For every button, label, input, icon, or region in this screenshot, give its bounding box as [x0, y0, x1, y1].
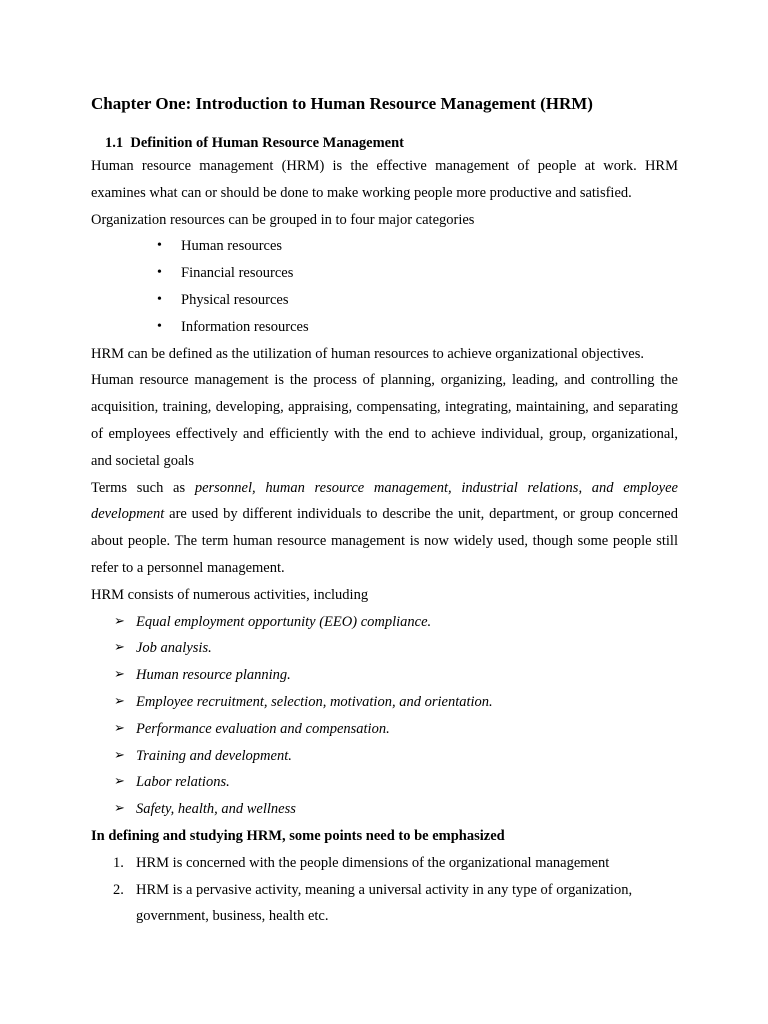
- definition-paragraph-2: Human resource management is the process of planning, organizing, leading, and controlling the acquisition, training, developing, appraising, compensating, integrating, maintaining, and separating of employees effectively and efficiently with the end to achieve individual, group, organizational, and societal goals: [91, 372, 678, 469]
- terms-italic: personnel, human resource management, industrial relations, and employee development: [91, 479, 678, 523]
- activities-lead: HRM consists of numerous activities, including: [91, 586, 369, 603]
- list-item: ➢ Labor relations.: [114, 769, 678, 796]
- list-item: 2. HRM is a pervasive activity, meaning a universal activity in any type of organization, government, business, health etc.: [113, 877, 678, 931]
- bullet-icon: •: [157, 291, 162, 307]
- terms-suffix: are used by different individuals to describe the unit, department, or group concerned about people. The term human resource management is now widely used, though some people still refer to a personnel management.: [91, 506, 678, 576]
- terms-paragraph: [91, 475, 678, 582]
- list-item: • Financial resources: [157, 260, 678, 287]
- list-item: ➢ Job analysis.: [114, 635, 678, 662]
- section-number: 1.1: [105, 135, 124, 151]
- list-item: ➢ Performance evaluation and compensation.: [114, 716, 678, 743]
- list-item: ➢ Human resource planning.: [114, 662, 678, 689]
- list-item: • Human resources: [157, 233, 678, 260]
- list-item: ➢ Safety, health, and wellness: [114, 796, 678, 823]
- list-item: ➢ Employee recruitment, selection, motivation, and orientation.: [114, 689, 678, 716]
- intro-paragraph: Human resource management (HRM) is the effective management of people at work. HRM examines what can or should be done to make working people more productive and satisfied.: [91, 158, 678, 201]
- chapter-title: Chapter One: Introduction to Human Resource Management (HRM): [91, 94, 593, 113]
- arrow-bullet-icon: ➢: [114, 667, 125, 683]
- categories-lead: Organization resources can be grouped in to four major categories: [91, 211, 475, 228]
- section-title: Definition of Human Resource Management: [130, 135, 404, 151]
- arrow-bullet-icon: ➢: [114, 613, 125, 629]
- arrow-bullet-icon: ➢: [114, 747, 125, 763]
- item-number: 2.: [113, 881, 124, 898]
- list-item: • Information resources: [157, 314, 678, 341]
- list-item: • Physical resources: [157, 287, 678, 314]
- list-item: ➢ Training and development.: [114, 743, 678, 770]
- terms-prefix: Terms such as: [91, 479, 195, 496]
- bullet-icon: •: [157, 318, 162, 334]
- points-list: [91, 850, 678, 930]
- activities-list: [91, 609, 678, 823]
- arrow-bullet-icon: ➢: [114, 801, 125, 817]
- arrow-bullet-icon: ➢: [114, 693, 125, 709]
- document-page: [91, 92, 678, 930]
- list-item: 1. HRM is concerned with the people dimensions of the organizational management: [113, 850, 678, 877]
- section-heading: [105, 133, 678, 153]
- categories-list: [91, 233, 678, 340]
- bullet-icon: •: [157, 265, 162, 281]
- bullet-icon: •: [157, 238, 162, 254]
- item-number: 1.: [113, 854, 124, 871]
- emphasis-heading: In defining and studying HRM, some points need to be emphasized: [91, 827, 505, 844]
- arrow-bullet-icon: ➢: [114, 774, 125, 790]
- arrow-bullet-icon: ➢: [114, 640, 125, 656]
- arrow-bullet-icon: ➢: [114, 720, 125, 736]
- list-item: ➢ Equal employment opportunity (EEO) compliance.: [114, 609, 678, 636]
- definition-paragraph-1: HRM can be defined as the utilization of human resources to achieve organizational objectives.: [91, 345, 644, 362]
